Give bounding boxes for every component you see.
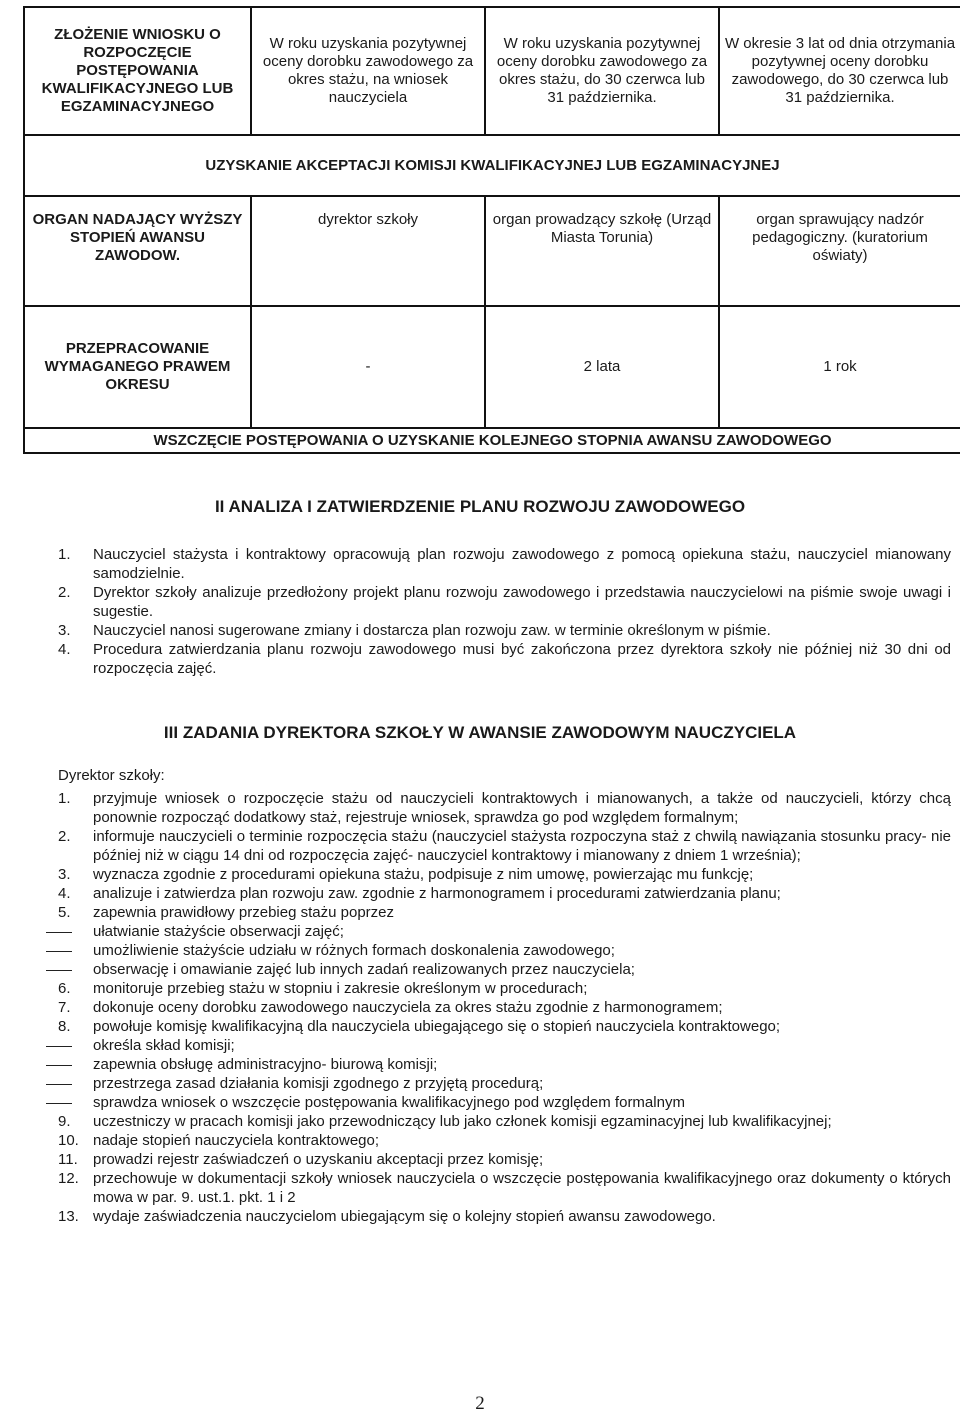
dash-line <box>46 1103 72 1104</box>
cell-application-label: ZŁOŻENIE WNIOSKU O ROZPOCZĘCIE POSTĘPOWANIA KWALIFIKACYJNEGO LUB EGZAMINACYJNEGO <box>24 7 251 135</box>
period-label-line2: OKRESU <box>105 376 170 393</box>
table-row-period <box>24 306 960 428</box>
cell-authority-appointed: organ sprawujący nadzór pedagogiczny. (kuratorium oświaty) <box>719 196 960 306</box>
dash-bullet-icon <box>46 1093 72 1112</box>
list-item <box>58 827 951 865</box>
table-row-application <box>24 7 960 135</box>
list-item <box>58 1131 951 1150</box>
list-item-text: obserwację i omawianie zajęć lub innych zadań realizowanych przez nauczyciela; <box>93 961 635 978</box>
dash-bullet-icon <box>46 960 72 979</box>
list-item-text: przestrzega zasad działania komisji zgodnego z przyjętą procedurą; <box>93 1075 544 1092</box>
dash-bullet-icon <box>46 1074 72 1093</box>
list-item-text: Nauczyciel nanosi sugerowane zmiany i dostarcza plan rozwoju zaw. w terminie określonym w piśmie. <box>93 622 771 639</box>
list-item-text: Dyrektor szkoły analizuje przedłożony projekt planu rozwoju zawodowego i przedstawia nauczycielowi na piśmie swoje uwagi i sugestie. <box>93 584 951 620</box>
list-item-text: informuje nauczycieli o terminie rozpoczęcia stażu (nauczyciel stażysta rozpoczyna staż z chwilą nawiązania stosunku pracy- nie później niż w ciągu 14 dni od rozpoczęcia zajęć- nauczyciel kontraktowy i mianowany z dniem 1 września); <box>93 828 951 864</box>
list-item-number: 9. <box>58 1113 71 1130</box>
list-item-text: umożliwienie stażyście udziału w różnych formach doskonalenia zawodowego; <box>93 942 615 959</box>
dash-line <box>46 932 72 933</box>
dash-line <box>46 1065 72 1066</box>
list-item-number: 5. <box>58 904 71 921</box>
list-item <box>58 640 951 678</box>
list-item-number: 2. <box>58 584 71 601</box>
dash-bullet-icon <box>46 922 72 941</box>
list-item-number: 1. <box>58 546 71 563</box>
dash-bullet-icon <box>46 1036 72 1055</box>
list-item <box>58 1017 951 1036</box>
dash-bullet-icon <box>46 1055 72 1074</box>
list-item-text: zapewnia prawidłowy przebieg stażu poprzez <box>93 904 394 921</box>
list-item-text: uczestniczy w pracach komisji jako przewodniczący lub jako członek komisji egzaminacyjnej lub kwalifikacyjnej; <box>93 1113 832 1130</box>
list-subitem <box>58 1036 951 1055</box>
list-item <box>58 865 951 884</box>
list-item <box>58 884 951 903</box>
list-item-text: zapewnia obsługę administracyjno- biurową komisji; <box>93 1056 438 1073</box>
cell-acceptance: UZYSKANIE AKCEPTACJI KOMISJI KWALIFIKACYJNEJ LUB EGZAMINACYJNEJ <box>24 135 960 196</box>
section3-heading: III ZADANIA DYREKTORA SZKOŁY W AWANSIE ZAWODOWYM NAUCZYCIELA <box>163 723 797 742</box>
list-item-number: 12. <box>58 1170 79 1187</box>
list-item-number: 3. <box>58 622 71 639</box>
dash-line <box>46 1084 72 1085</box>
table-row-initiation <box>24 428 960 453</box>
cell-authority-contract: organ prowadzący szkołę (Urząd Miasta Torunia) <box>485 196 719 306</box>
period-label-line1: PRZEPRACOWANIE WYMAGANEGO PRAWEM <box>44 340 231 375</box>
list-subitem <box>58 941 951 960</box>
list-item <box>58 583 951 621</box>
list-subitem <box>58 960 951 979</box>
section3-list <box>58 789 951 1226</box>
list-item-text: przechowuje w dokumentacji szkoły wniosek nauczyciela o wszczęcie postępowania kwalifikacyjnego oraz dokumenty o których mowa w par. 9. ust.1. pkt. 1 i 2 <box>93 1170 951 1206</box>
cell-period-trainee: - <box>251 306 485 428</box>
list-item-text: wydaje zaświadczenia nauczycielom ubiegającym się o kolejny stopień awansu zawodowego. <box>93 1208 716 1225</box>
table-row-acceptance <box>24 135 960 196</box>
list-item-text: analizuje i zatwierdza plan rozwoju zaw. zgodnie z harmonogramem i procedurami zatwierdzania planu; <box>93 885 781 902</box>
cell-application-trainee: W roku uzyskania pozytywnej oceny dorobku zawodowego za okres stażu, na wniosek nauczyciela <box>251 7 485 135</box>
dash-line <box>46 1046 72 1047</box>
list-subitem <box>58 1055 951 1074</box>
list-item-text: Nauczyciel stażysta i kontraktowy opracowują plan rozwoju zawodowego z pomocą opiekuna stażu, nauczyciel mianowany samodzielnie. <box>93 546 951 582</box>
cell-initiation: WSZCZĘCIE POSTĘPOWANIA O UZYSKANIE KOLEJNEGO STOPNIA AWANSU ZAWODOWEGO <box>24 428 960 453</box>
dash-line <box>46 970 72 971</box>
list-item-text: dokonuje oceny dorobku zawodowego nauczyciela za okres stażu zgodnie z harmonogramem; <box>93 999 723 1016</box>
list-item-number: 4. <box>58 885 71 902</box>
dash-bullet-icon <box>46 941 72 960</box>
dash-line <box>46 951 72 952</box>
list-subitem <box>58 1074 951 1093</box>
list-item-number: 8. <box>58 1018 71 1035</box>
list-item <box>58 979 951 998</box>
list-item-number: 2. <box>58 828 71 845</box>
cell-period-appointed: 1 rok <box>719 306 960 428</box>
list-item-text: sprawdza wniosek o wszczęcie postępowania kwalifikacyjnego pod względem formalnym <box>93 1094 685 1111</box>
list-item-number: 10. <box>58 1132 79 1149</box>
list-item-text: prowadzi rejestr zaświadczeń o uzyskaniu akceptacji przez komisję; <box>93 1151 544 1168</box>
list-item-text: przyjmuje wniosek o rozpoczęcie stażu od nauczycieli kontraktowych i mianowanych, a także od nauczycieli, którzy chcą ponownie rozpocząć dodatkowy staż, rejestruje wniosek, sprawdza go pod względem formalnym; <box>93 790 951 826</box>
list-item <box>58 545 951 583</box>
cell-authority-label: ORGAN NADAJĄCY WYŻSZY STOPIEŃ AWANSU ZAWODOW. <box>24 196 251 306</box>
list-item-text: wyznacza zgodnie z procedurami opiekuna stażu, podpisuje z nim umowę, powierzając mu funkcję; <box>93 866 754 883</box>
list-item-text: ułatwianie stażyście obserwacji zajęć; <box>93 923 344 940</box>
list-item-text: Procedura zatwierdzania planu rozwoju zawodowego musi być zakończona przez dyrektora szkoły nie później niż 30 dni od rozpoczęcia zajęć. <box>93 641 951 677</box>
list-subitem <box>58 922 951 941</box>
cell-application-contract: W roku uzyskania pozytywnej oceny dorobku zawodowego za okres stażu, do 30 czerwca lub 31 października. <box>485 7 719 135</box>
list-item <box>58 1207 951 1226</box>
list-subitem <box>58 1093 951 1112</box>
list-item-text: nadaje stopień nauczyciela kontraktowego; <box>93 1132 380 1149</box>
procedure-table <box>23 6 960 454</box>
table-row-authority <box>24 196 960 306</box>
cell-application-appointed: W okresie 3 lat od dnia otrzymania pozytywnej oceny dorobku zawodowego, do 30 czerwca lub 31 października. <box>719 7 960 135</box>
cell-period-label <box>24 306 251 428</box>
list-item <box>58 1150 951 1169</box>
list-item <box>58 1169 951 1207</box>
list-item-text: monitoruje przebieg stażu w stopniu i zakresie określonym w procedurach; <box>93 980 588 997</box>
list-item <box>58 621 951 640</box>
section3-lead: Dyrektor szkoły: <box>58 767 165 784</box>
list-item <box>58 903 951 922</box>
list-item-number: 4. <box>58 641 71 658</box>
list-item <box>58 789 951 827</box>
list-item-number: 1. <box>58 790 71 807</box>
list-item-number: 11. <box>58 1151 78 1168</box>
list-item-text: określa skład komisji; <box>93 1037 235 1054</box>
list-item-text: powołuje komisję kwalifikacyjną dla nauczyciela ubiegającego się o stopień nauczyciela kontraktowego; <box>93 1018 781 1035</box>
list-item-number: 7. <box>58 999 71 1016</box>
section2-heading: II ANALIZA I ZATWIERDZENIE PLANU ROZWOJU ZAWODOWEGO <box>214 497 746 516</box>
list-item-number: 3. <box>58 866 71 883</box>
list-item-number: 13. <box>58 1208 79 1225</box>
list-item <box>58 998 951 1017</box>
cell-authority-trainee: dyrektor szkoły <box>251 196 485 306</box>
list-item <box>58 1112 951 1131</box>
page-number: 2 <box>475 1393 485 1414</box>
list-item-number: 6. <box>58 980 71 997</box>
section2-list <box>58 545 951 678</box>
cell-period-contract: 2 lata <box>485 306 719 428</box>
